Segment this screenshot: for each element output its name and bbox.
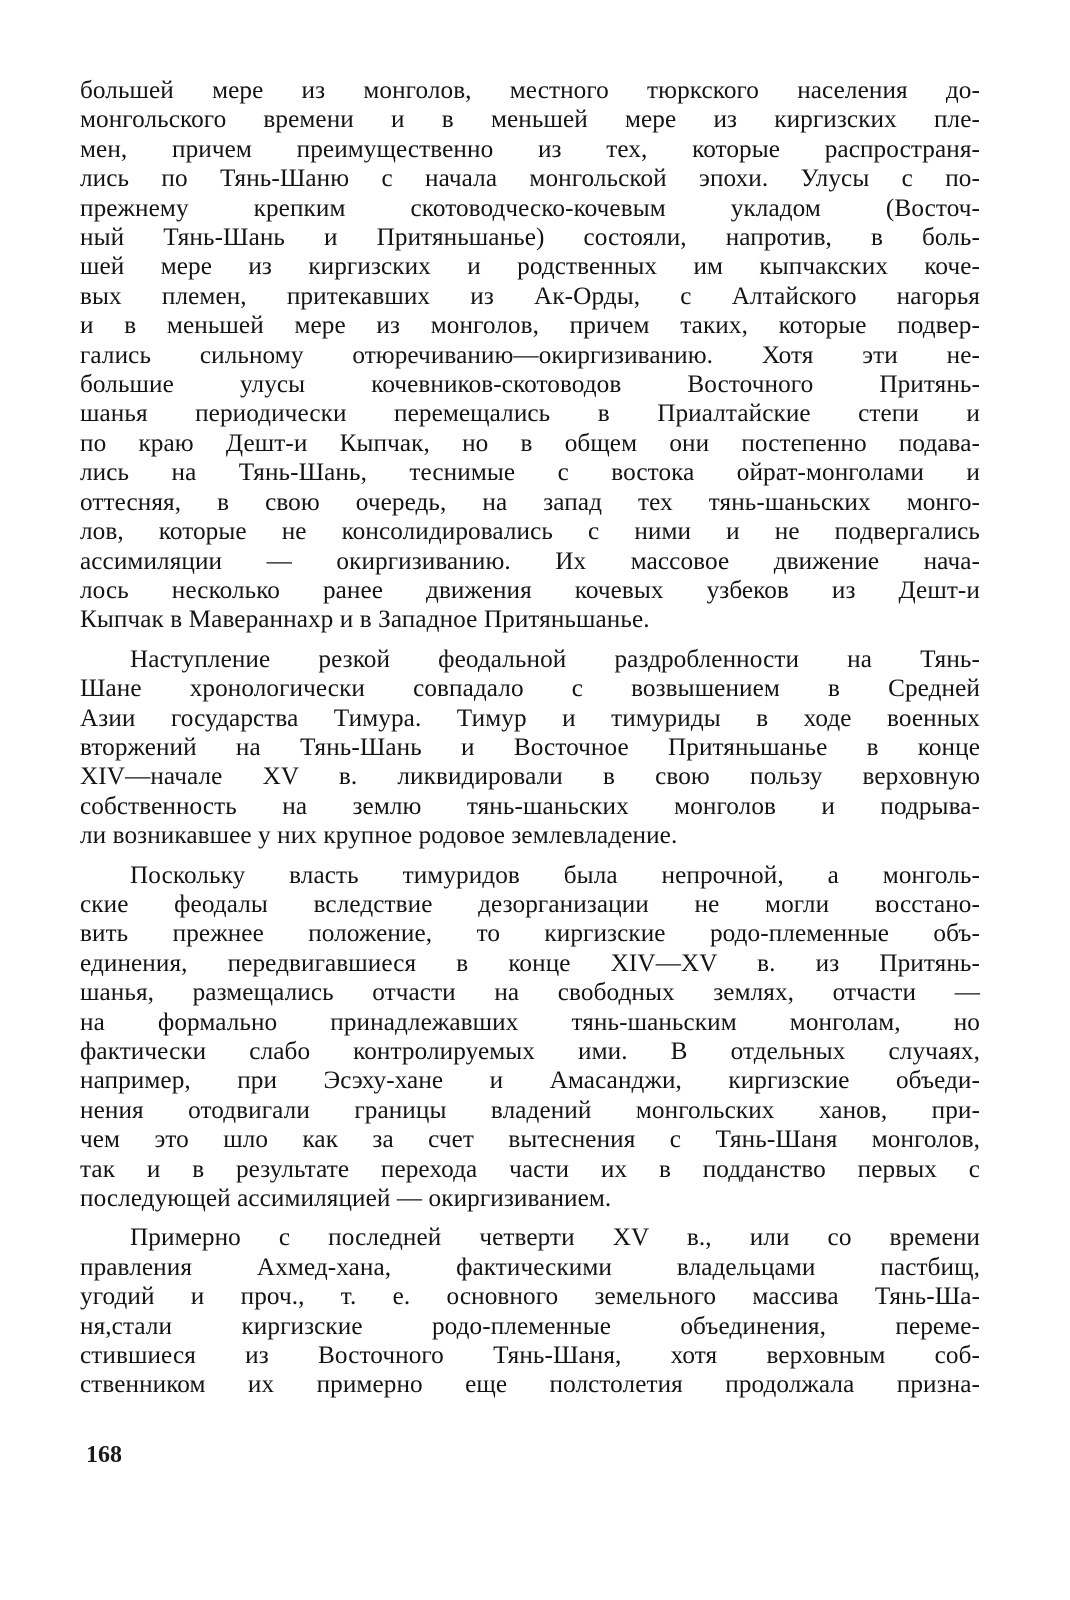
text-line: Примерно с последней четверти XV в., или со времени xyxy=(130,1224,980,1252)
text-line: Поскольку власть тимуридов была непрочной, а монголь- xyxy=(130,861,980,889)
text-line: шанья, размещались отчасти на свободных землях, отчасти — xyxy=(80,979,980,1007)
paragraph-1 xyxy=(80,76,980,635)
text-line: угодий и проч., т. е. основного земельного массива Тянь-Ша- xyxy=(80,1283,980,1311)
paragraph-3 xyxy=(80,861,980,1214)
text-line: гались сильному отюречиванию—окиргизиванию. Хотя эти не- xyxy=(80,341,980,369)
text-line: ственником их примерно еще полстолетия продолжала призна- xyxy=(80,1371,980,1399)
text-line: Наступление резкой феодальной раздробленности на Тянь- xyxy=(130,645,980,673)
text-line: так и в результате перехода части их в подданство первых с xyxy=(80,1155,980,1183)
text-line: прежнему крепким скотоводческо-кочевым укладом (Восточ- xyxy=(80,194,980,222)
text-line: ный Тянь-Шань и Притяньшанье) состояли, напротив, в боль- xyxy=(80,224,980,252)
text-line: мен, причем преимущественно из тех, которые распространя- xyxy=(80,135,980,163)
text-line: стившиеся из Восточного Тянь-Шаня, хотя верховным соб- xyxy=(80,1342,980,1370)
text-line: лов, которые не консолидировались с ними и не подвергались xyxy=(80,518,980,546)
text-line: правления Ахмед-хана, фактическими владельцами пастбищ, xyxy=(80,1253,980,1281)
text-line: ассимиляции — окиргизиванию. Их массовое движение нача- xyxy=(80,547,980,575)
text-line: и в меньшей мере из монголов, причем таких, которые подвер- xyxy=(80,312,980,340)
paragraph-2 xyxy=(80,645,980,851)
text-line: вить прежнее положение, то киргизские родо-племенные объ- xyxy=(80,920,980,948)
text-line: лись на Тянь-Шань, теснимые с востока ойрат-монголами и xyxy=(80,459,980,487)
text-line: собственность на землю тянь-шаньских монголов и подрыва- xyxy=(80,792,980,820)
text-line: Шане хронологически совпадало с возвышением в Средней xyxy=(80,675,980,703)
text-line: единения, передвигавшиеся в конце XIV—XV в. из Притянь- xyxy=(80,949,980,977)
text-line: большей мере из монголов, местного тюркского населения до- xyxy=(80,77,980,104)
text-line: чем это шло как за счет вытеснения с Тянь-Шаня монголов, xyxy=(80,1126,980,1154)
text-line: фактически слабо контролируемых ими. В отдельных случаях, xyxy=(80,1038,980,1065)
text-line: например, при Эсэху-хане и Амасанджи, киргизские объеди- xyxy=(80,1067,980,1095)
text-line: оттесняя, в свою очередь, на запад тех тянь-шаньских монго- xyxy=(80,488,980,516)
text-line: большие улусы кочевников-скотоводов Восточного Притянь- xyxy=(80,371,980,399)
text-line: шанья периодически перемещались в Приалтайские степи и xyxy=(80,400,980,428)
text-line: ские феодалы вследствие дезорганизации не могли восстано- xyxy=(80,890,980,918)
paragraph-4 xyxy=(80,1223,980,1399)
text-line: на формально принадлежавших тянь-шаньским монголам, но xyxy=(80,1008,980,1036)
text-line: нения отодвигали границы владений монгольских ханов, при- xyxy=(80,1096,980,1124)
text-line: лись по Тянь-Шаню с начала монгольской эпохи. Улусы с по- xyxy=(80,165,980,193)
text-line: шей мере из киргизских и родственных им кыпчакских коче- xyxy=(80,253,980,281)
text-line: Азии государства Тимура. Тимур и тимуриды в ходе военных xyxy=(80,704,980,732)
text-line: монгольского времени и в меньшей мере из киргизских пле- xyxy=(80,106,980,134)
text-line: вых племен, притекавших из Ак-Орды, с Алтайского нагорья xyxy=(80,282,980,310)
text-line: лось несколько ранее движения кочевых узбеков из Дешт-и xyxy=(80,576,980,604)
text-line: вторжений на Тянь-Шань и Восточное Притяньшанье в конце xyxy=(80,733,980,761)
text-line: XIV—начале XV в. ликвидировали в свою пользу верховную xyxy=(80,763,980,791)
text-line: ли возникавшее у них крупное родовое землевладение. xyxy=(80,822,678,850)
page-body xyxy=(80,76,980,1400)
text-line: по краю Дешт-и Кыпчак, но в общем они постепенно подава- xyxy=(80,429,980,457)
text-line: ня,стали киргизские родо-племенные объединения, переме- xyxy=(80,1312,980,1340)
text-line: последующей ассимиляцией — окиргизиванием. xyxy=(80,1185,612,1213)
page-number: 168 xyxy=(86,1442,122,1468)
text-line: Кыпчак в Мавераннахр и в Западное Притяньшанье. xyxy=(80,606,650,634)
